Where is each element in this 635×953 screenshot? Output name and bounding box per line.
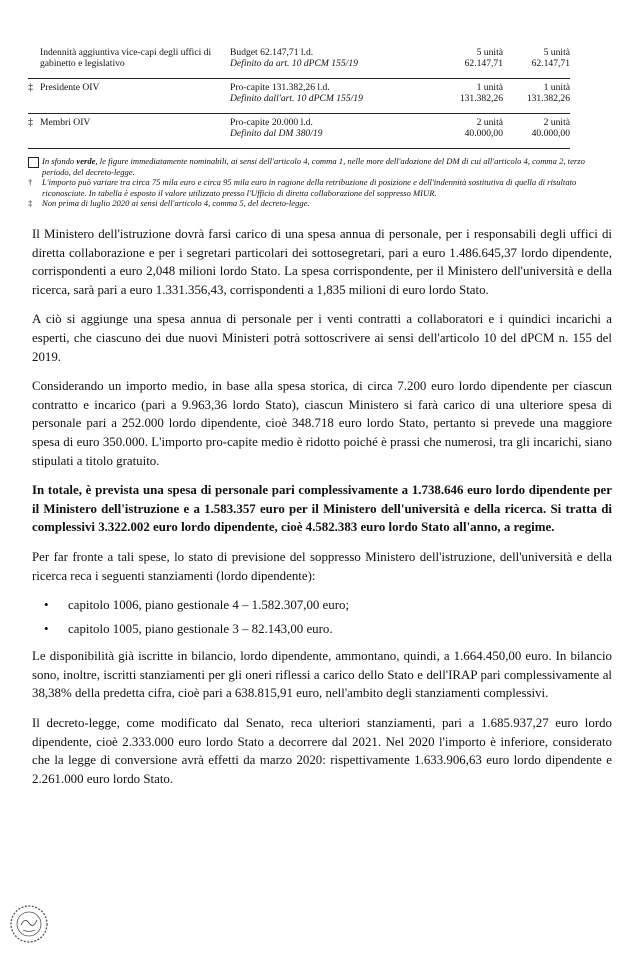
row-mark: ‡ xyxy=(28,117,33,128)
note-green-rest: , le figure immediatamente nominabili, ai sensi dell'articolo 4, comma 1, nelle more dell'adozione del DM di cui all'articolo 4, comma 2, terzo periodo, del decreto-legge. xyxy=(42,156,585,177)
col2-cell xyxy=(496,117,570,139)
budget-definition: Definito dal DM 380/19 xyxy=(230,128,323,139)
body-text xyxy=(32,225,612,799)
col2-units: 1 unità xyxy=(543,82,570,93)
col1-units: 5 unità xyxy=(476,47,503,58)
list-item-text: capitolo 1006, piano gestionale 4 – 1.582.307,00 euro; xyxy=(68,598,350,613)
paragraph: A ciò si aggiunge una spesa annua di personale per i venti contratti a collaboratori e i quindici incarichi a esperti, che ciascuno dei due nuovi Ministeri potrà sottoscrivere ai sensi dell'articolo 10 del dPCM n. 155 del 2019. xyxy=(32,312,612,364)
col1-amount: 62.147,71 xyxy=(464,58,503,69)
paragraph-bold-summary: In totale, è prevista una spesa di personale pari complessivamente a 1.738.646 euro lordo dipendente per il Ministero dell'istruzione e a 1.583.357 euro per il Ministero dell'università e della ricerca. Si tratta di complessivi 3.322.002 euro lordo dipendente, cioè 4.582.383 euro lordo Stato all'anno, a regime. xyxy=(32,483,612,535)
note-green xyxy=(28,156,614,177)
note-green-bold: verde xyxy=(76,156,96,166)
table-row xyxy=(28,44,570,79)
col2-cell xyxy=(496,47,570,69)
row-budget xyxy=(230,82,440,104)
col2-amount: 131.382,26 xyxy=(526,93,570,104)
row-mark: ‡ xyxy=(28,82,33,93)
green-box-icon xyxy=(28,157,39,168)
col1-units: 2 unità xyxy=(476,117,503,128)
bullet-icon: • xyxy=(44,621,49,636)
col1-units: 1 unità xyxy=(476,82,503,93)
bullet-icon: • xyxy=(44,598,49,613)
row-role: Indennità aggiuntiva vice-capi degli uffici di gabinetto e legislativo xyxy=(40,47,212,69)
row-budget xyxy=(230,47,440,69)
list-item xyxy=(44,596,612,615)
col2-amount: 40.000,00 xyxy=(531,128,570,139)
row-budget xyxy=(230,117,440,139)
col1-cell xyxy=(423,82,503,104)
col2-cell xyxy=(496,82,570,104)
budget-definition: Definito da art. 10 dPCM 155/19 xyxy=(230,58,358,69)
row-role: Presidente OIV xyxy=(40,82,100,93)
budget-line: Budget 62.147,71 l.d. xyxy=(230,47,314,58)
dagger-mark: † xyxy=(28,177,33,188)
col2-units: 2 unità xyxy=(543,117,570,128)
budget-line: Pro-capite 131.382,26 l.d. xyxy=(230,82,330,93)
budget-definition: Definito dall'art. 10 dPCM 155/19 xyxy=(230,93,363,104)
list-item xyxy=(44,620,612,639)
paragraph: Le disponibilità già iscritte in bilancio, lordo dipendente, ammontano, quindi, a 1.664.450,00 euro. In bilancio sono, inoltre, iscritti stanziamenti per gli oneri riflessi a carico dello Stato e dell'IRAP pari complessivamente al 38,38% della predetta cifra, cioè pari a 638.815,91 euro, nell'ambito degli stanziamenti complessivi. xyxy=(32,649,612,701)
chapter-list xyxy=(32,596,612,638)
paragraph: Il decreto-legge, come modificato dal Senato, reca ulteriori stanziamenti, pari a 1.685.937,27 euro lordo dipendente, cioè 2.333.000 euro lordo Stato a decorrere dal 2021. Nel 2020 l'importo è inferiore, considerato che la legge di conversione avrà effetti da marzo 2020: rispettivamente 1.633.906,63 euro lordo dipendente e 2.261.000 euro lordo Stato. xyxy=(32,716,612,786)
table-row xyxy=(28,79,570,114)
note-double-dagger-text: Non prima di luglio 2020 ai sensi dell'articolo 4, comma 5, del decreto-legge. xyxy=(42,198,310,209)
double-dagger-mark: ‡ xyxy=(28,198,33,209)
note-dagger-text: L'importo può variare tra circa 75 mila euro e circa 95 mila euro in ragione della retribuzione di posizione e dell'indennità sostitutiva di quella di risultato riconosciute. In tabella è esposto il valore utilizzato presso l'Ufficio di diretta collaborazione del soppresso MIUR. xyxy=(42,177,577,198)
col1-cell xyxy=(423,117,503,139)
note-double-dagger xyxy=(28,198,614,209)
paragraph: Per far fronte a tali spese, lo stato di previsione del soppresso Ministero dell'istruzione, dell'università e della ricerca reca i seguenti stanziamenti (lordo dipendente): xyxy=(32,549,612,583)
note-dagger xyxy=(28,177,614,198)
staff-cost-table xyxy=(28,44,570,149)
col2-units: 5 unità xyxy=(543,47,570,58)
col2-amount: 62.147,71 xyxy=(531,58,570,69)
row-role: Membri OIV xyxy=(40,117,91,128)
col1-amount: 40.000,00 xyxy=(464,128,503,139)
seal-stamp-icon xyxy=(8,903,50,945)
paragraph: Considerando un importo medio, in base alla spesa storica, di circa 7.200 euro lordo dipendente per ciascun contratto e incarico (pari a 9.963,36 lordo Stato), ciascun Ministero si farà carico di una ulteriore spesa di personale pari a 252.000 lordo dipendente, cioè 348.718 euro lordo Stato, pertanto si prevede una maggiore spesa di euro 350.000. L'importo pro-capite medio è ridotto poiché è prassi che numerosi, tra gli incarichi, siano stipulati a titolo gratuito. xyxy=(32,379,612,468)
col1-amount: 131.382,26 xyxy=(459,93,503,104)
table-row xyxy=(28,114,570,149)
note-green-prefix: In sfondo xyxy=(42,156,77,166)
table-notes xyxy=(28,156,614,209)
list-item-text: capitolo 1005, piano gestionale 3 – 82.143,00 euro. xyxy=(68,621,333,636)
paragraph: Il Ministero dell'istruzione dovrà farsi carico di una spesa annua di personale, per i responsabili degli uffici di diretta collaborazione e per i segretari particolari dei sottosegretari, pari a euro 1.486.645,37 lordo dipendente, corrispondenti a euro 2,048 milioni lordo Stato. La spesa corrispondente, per il Ministero dell'università e della ricerca, sarà pari a euro 1.331.356,43, corrispondenti a 1,835 milioni di euro lordo Stato. xyxy=(32,227,612,297)
budget-line: Pro-capite 20.000 l.d. xyxy=(230,117,313,128)
col1-cell xyxy=(423,47,503,69)
